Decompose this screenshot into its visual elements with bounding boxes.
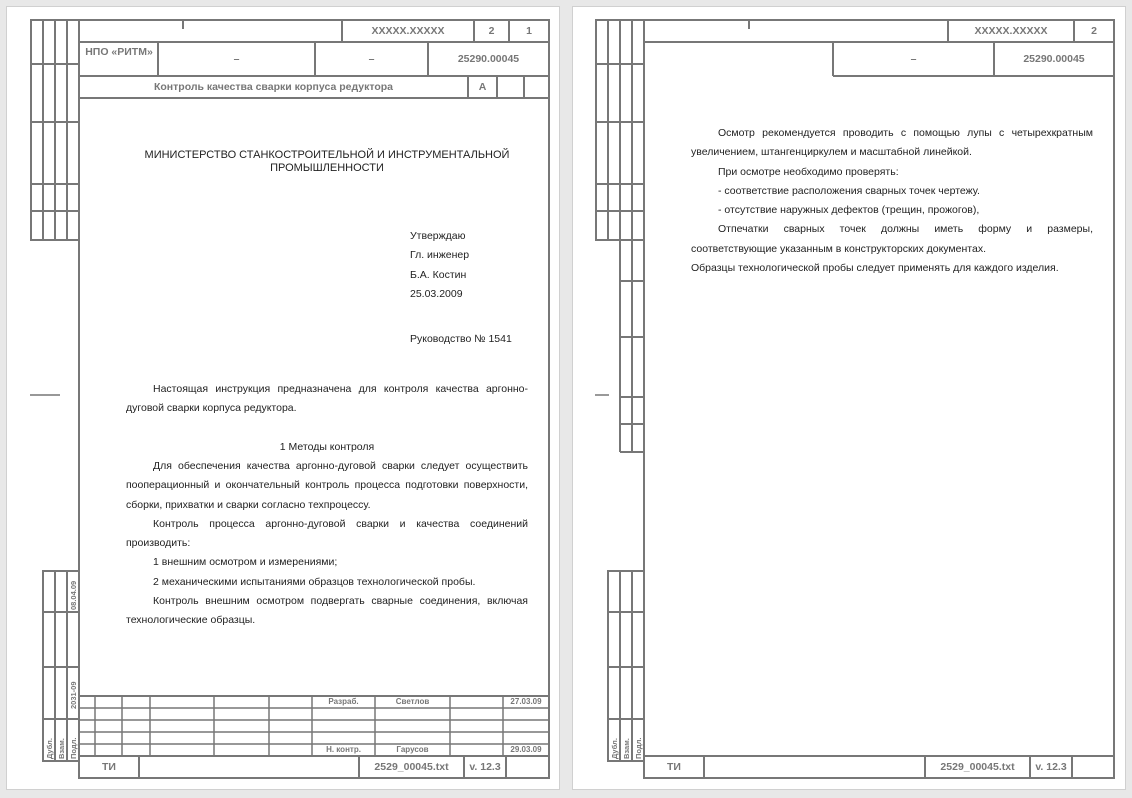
paragraph: Контроль внешним осмотром подвергать сварные соединения, включая технологические образцы.	[126, 595, 528, 627]
side-label-vzam: Взам.	[622, 738, 631, 759]
section-title: 1 Методы контроля	[279, 441, 375, 453]
side-label-podl: Подл.	[634, 737, 643, 759]
side-label-podl: Подл.	[69, 737, 78, 759]
footer-ti: ТИ	[102, 761, 116, 773]
header-dash-2: –	[368, 53, 375, 65]
nkontr-label: Н. контр.	[326, 745, 361, 754]
doc-code: XXXXX.XXXXX	[974, 25, 1048, 37]
paragraph: Осмотр рекомендуется проводить с помощью лупы с четырехкратным увеличением, штангенциркулем и масштабной линейкой.	[691, 127, 1093, 159]
footer-filename: 2529_00045.txt	[374, 761, 449, 773]
paragraph: Образцы технологической пробы следует применять для каждого изделия.	[691, 262, 1059, 275]
approval-date: 25.03.2009	[410, 287, 463, 300]
side-date-1: 08.04.09	[69, 580, 78, 610]
footer-version: v. 12.3	[1035, 761, 1067, 773]
razrab-label: Разраб.	[328, 697, 359, 706]
razrab-name: Светлов	[395, 697, 430, 706]
document-sheet-1	[7, 7, 559, 789]
approver-name: Б.А. Костин	[410, 268, 467, 281]
ministry-heading: МИНИСТЕРСТВО СТАНКОСТРОИТЕЛЬНОЙ И ИНСТРУМЕНТАЛЬНОЙ ПРОМЫШЛЕННОСТИ	[144, 149, 510, 174]
document-title: Контроль качества сварки корпуса редуктора	[153, 81, 394, 93]
list-item: 2 механическими испытаниями образцов технологической пробы.	[153, 575, 476, 588]
sheet-number: 2	[1091, 25, 1097, 37]
side-label-dubl: Дубл.	[610, 738, 619, 759]
intro-paragraph: Настоящая инструкция предназначена для контроля качества аргонно-дуговой сварки корпуса редуктора.	[126, 383, 528, 415]
sheet-number: 2	[488, 25, 495, 37]
sheet-total: 1	[526, 25, 532, 37]
razrab-date: 27.03.09	[510, 697, 542, 706]
list-item: - отсутствие наружных дефектов (трещин, прожогов),	[718, 204, 980, 217]
list-item: - соответствие расположения сварных точек чертежу.	[718, 184, 980, 197]
document-sheet-2	[573, 7, 1125, 789]
doc-number: 25290.00045	[1023, 53, 1085, 65]
paragraph: Отпечатки сварных точек должны иметь форму и размеры, соответствующие указанным в конструкторских документах.	[691, 223, 1093, 255]
side-date-2: 2031-09	[69, 681, 78, 709]
paragraph: Для обеспечения качества аргонно-дуговой сварки следует осуществить пооперационный и окончательный контроль процесса подготовки поверхности, сборки, прихватки и сварки согласно техпроцессу.	[126, 460, 528, 511]
body-text	[691, 124, 1093, 278]
footer-ti: ТИ	[667, 761, 681, 773]
doc-number: 25290.00045	[457, 53, 520, 65]
list-item: 1 внешним осмотром и измерениями;	[153, 556, 338, 569]
header-dash-1: –	[233, 53, 240, 65]
approver-position: Гл. инженер	[410, 249, 470, 262]
paragraph: Контроль процесса аргонно-дуговой сварки и качества соединений производить:	[126, 517, 528, 550]
side-label-vzam: Взам.	[57, 738, 66, 759]
document-letter: А	[478, 81, 487, 93]
organization-name: НПО «РИТМ»	[85, 46, 153, 58]
header-dash: –	[910, 53, 917, 65]
footer-filename: 2529_00045.txt	[940, 761, 1015, 773]
guide-number: Руководство № 1541	[410, 333, 512, 345]
approval-block	[410, 227, 540, 304]
nkontr-name: Гарусов	[396, 745, 429, 754]
body-text	[126, 457, 528, 631]
footer-version: v. 12.3	[469, 761, 501, 773]
paragraph: При осмотре необходимо проверять:	[718, 165, 899, 178]
side-label-dubl: Дубл.	[45, 738, 54, 759]
approval-label: Утверждаю	[410, 230, 466, 242]
doc-code: XXXXX.XXXXX	[371, 25, 445, 37]
nkontr-date: 29.03.09	[510, 745, 542, 754]
